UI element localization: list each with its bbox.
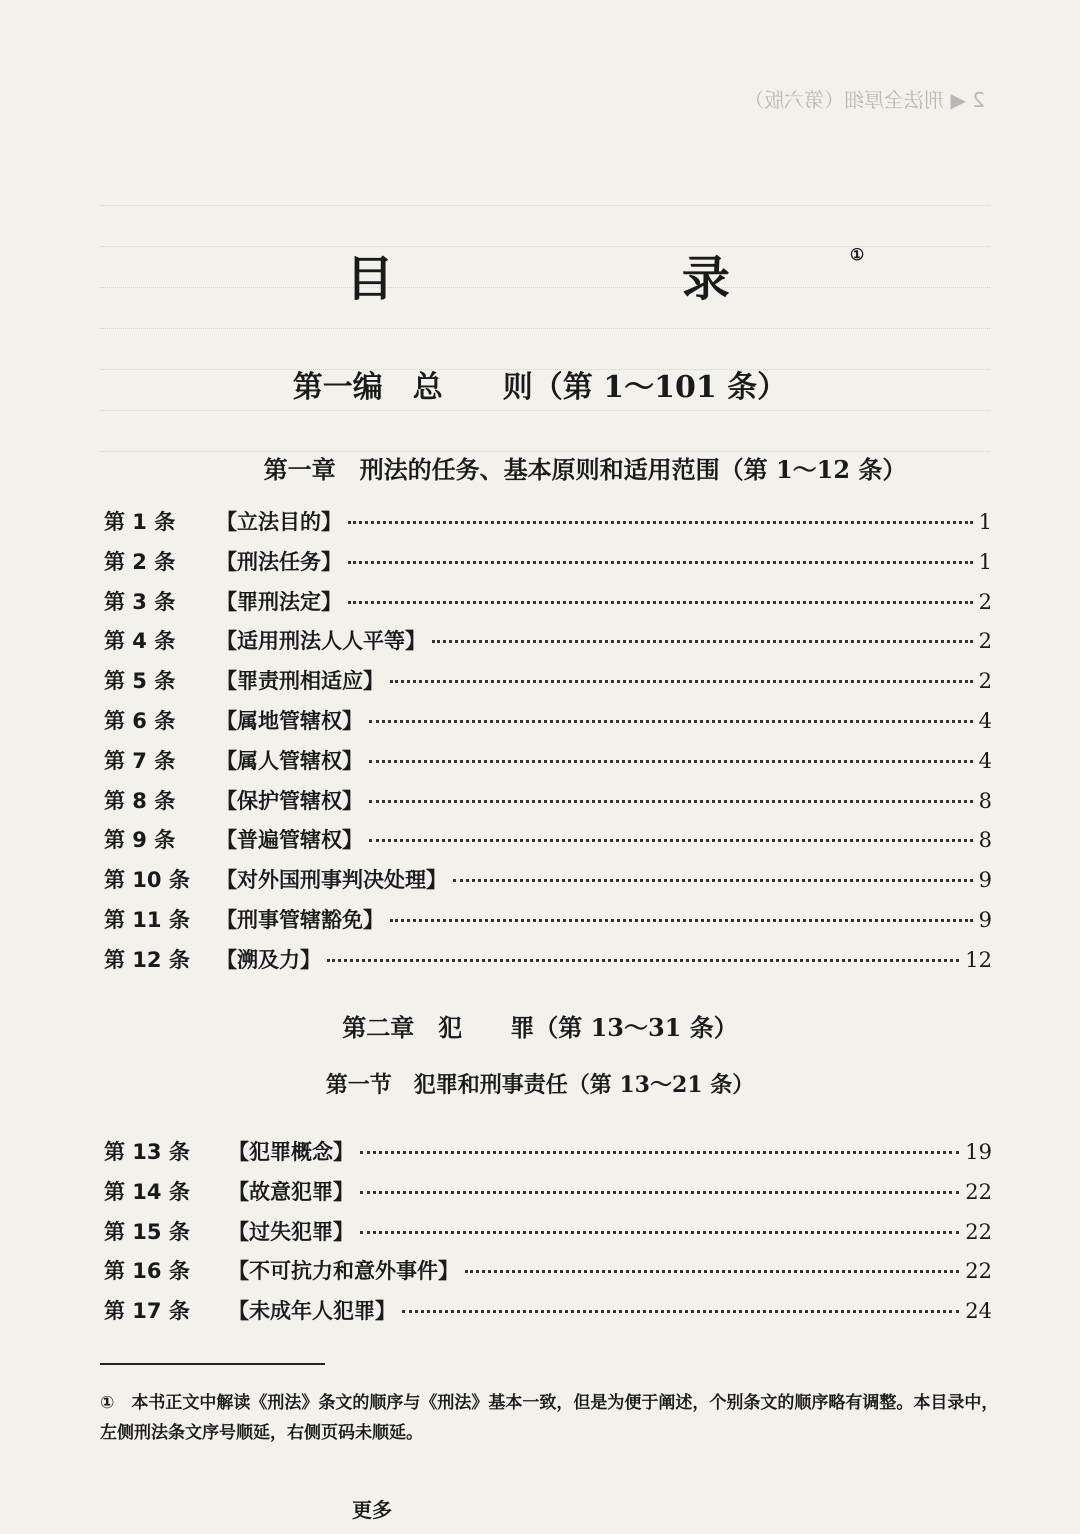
toc-entry-leader-dots xyxy=(360,1151,959,1154)
toc-entry-article: 第 1 条 xyxy=(104,510,176,534)
toc-entry-title: 【适用刑法人人平等】 xyxy=(216,629,426,654)
toc-entry-title: 【刑法任务】 xyxy=(216,549,342,574)
toc-entry-title: 【过失犯罪】 xyxy=(228,1219,354,1244)
footnote: ① 本书正文中解读《刑法》条文的顺序与《刑法》基本一致，但是为便于阐述，个别条文的顺序略有调整。本目录中，左侧刑法条文序号顺延，右侧页码未顺延。 xyxy=(100,1393,999,1443)
toc-entry[interactable] xyxy=(104,705,992,745)
footnote-rule xyxy=(100,1363,325,1365)
toc-entry-article: 第 9 条 xyxy=(104,828,176,853)
chapter1-heading: 第一章 刑法的任务、基本原则和适用范围（第 1～12 条） xyxy=(263,455,907,484)
bleed-through-header: 2 ◀ 刑法全厚细（第六版） xyxy=(744,88,985,112)
toc-entry-article: 第 8 条 xyxy=(104,788,176,813)
toc-entry-article: 第 13 条 xyxy=(104,1140,190,1164)
toc-entry-leader-dots xyxy=(360,1191,959,1194)
toc-entry-page: 19 xyxy=(965,1140,992,1164)
page-title xyxy=(0,240,1080,309)
toc-entry-title: 【罪刑法定】 xyxy=(216,589,342,614)
toc-entry-title: 【刑事管辖豁免】 xyxy=(216,907,384,932)
toc-entry-page: 2 xyxy=(978,669,992,694)
toc-entry-article: 第 6 条 xyxy=(104,708,176,733)
toc-entry-title: 【立法目的】 xyxy=(216,510,342,534)
toc-entry-article: 第 15 条 xyxy=(104,1219,190,1244)
toc-entry-leader-dots xyxy=(432,640,973,643)
toc-entry-title: 【保护管辖权】 xyxy=(216,788,363,813)
toc-entry[interactable] xyxy=(104,1136,992,1176)
toc-entry-page: 8 xyxy=(978,788,992,813)
toc-entry-article: 第 11 条 xyxy=(104,907,190,932)
toc-entry-title: 【罪责刑相适应】 xyxy=(216,669,384,694)
toc-entry-leader-dots xyxy=(390,680,973,683)
toc-entry[interactable] xyxy=(104,1255,992,1295)
section1-toc-list xyxy=(104,1136,992,1335)
toc-entry-page: 9 xyxy=(978,868,992,893)
toc-entry[interactable] xyxy=(104,824,992,864)
toc-entry-leader-dots xyxy=(369,839,973,842)
toc-entry-leader-dots xyxy=(369,800,973,803)
toc-entry-title: 【对外国刑事判决处理】 xyxy=(216,868,447,893)
toc-entry[interactable] xyxy=(104,506,992,546)
toc-entry-leader-dots xyxy=(390,919,973,922)
toc-entry-leader-dots xyxy=(348,521,973,524)
part-heading: 第一编 总 则（第 1～101 条） xyxy=(292,370,788,405)
toc-entry-page: 22 xyxy=(965,1219,992,1244)
toc-entry-page: 2 xyxy=(978,589,992,614)
toc-entry-leader-dots xyxy=(369,760,973,763)
toc-entry-article: 第 5 条 xyxy=(104,669,176,694)
toc-entry-leader-dots xyxy=(348,561,973,564)
toc-entry-page: 4 xyxy=(978,748,992,773)
toc-entry[interactable] xyxy=(104,745,992,785)
chapter1-toc-list xyxy=(104,506,992,984)
toc-entry-title: 【犯罪概念】 xyxy=(228,1140,354,1164)
toc-entry-leader-dots xyxy=(465,1270,959,1273)
toc-entry-leader-dots xyxy=(369,720,973,723)
toc-entry-article: 第 10 条 xyxy=(104,868,190,893)
toc-entry-page: 4 xyxy=(978,708,992,733)
title-footnote-marker: ① xyxy=(849,245,865,264)
toc-entry[interactable] xyxy=(104,785,992,825)
toc-entry-article: 第 12 条 xyxy=(104,947,190,972)
toc-entry-page: 22 xyxy=(965,1259,992,1284)
toc-entry-leader-dots xyxy=(453,879,973,882)
toc-entry[interactable] xyxy=(104,546,992,586)
toc-entry-article: 第 14 条 xyxy=(104,1179,190,1204)
toc-entry[interactable] xyxy=(104,1176,992,1216)
toc-entry[interactable] xyxy=(104,904,992,944)
toc-entry-article: 第 7 条 xyxy=(104,748,176,773)
toc-entry[interactable] xyxy=(104,1216,992,1256)
toc-entry-article: 第 2 条 xyxy=(104,549,176,574)
toc-entry-title: 【不可抗力和意外事件】 xyxy=(228,1259,459,1284)
toc-entry-leader-dots xyxy=(360,1231,959,1234)
toc-entry-title: 【未成年人犯罪】 xyxy=(228,1299,396,1324)
toc-entry-title: 【普遍管辖权】 xyxy=(216,828,363,853)
toc-entry-page: 2 xyxy=(978,629,992,654)
toc-entry-article: 第 16 条 xyxy=(104,1259,190,1284)
toc-entry-leader-dots xyxy=(348,601,973,604)
toc-entry[interactable] xyxy=(104,665,992,705)
toc-entry-title: 【属人管辖权】 xyxy=(216,748,363,773)
toc-entry-leader-dots xyxy=(327,959,959,962)
toc-entry-leader-dots xyxy=(402,1310,959,1313)
chapter2-heading: 第二章 犯 罪（第 13～31 条） xyxy=(342,1013,738,1042)
toc-entry-title: 【溯及力】 xyxy=(216,947,321,972)
toc-entry-article: 第 3 条 xyxy=(104,589,176,614)
toc-entry-article: 第 4 条 xyxy=(104,629,176,654)
toc-entry-page: 24 xyxy=(965,1299,992,1324)
toc-entry[interactable] xyxy=(104,586,992,626)
toc-entry-page: 1 xyxy=(978,510,992,534)
toc-entry-page: 9 xyxy=(978,907,992,932)
toc-entry-page: 12 xyxy=(965,947,992,972)
toc-entry-page: 1 xyxy=(978,549,992,574)
toc-entry[interactable] xyxy=(104,1295,992,1335)
section1-heading: 第一节 犯罪和刑事责任（第 13～21 条） xyxy=(325,1072,755,1098)
toc-entry-title: 【属地管辖权】 xyxy=(216,708,363,733)
toc-entry[interactable] xyxy=(104,864,992,904)
toc-entry[interactable] xyxy=(104,625,992,665)
toc-entry-title: 【故意犯罪】 xyxy=(228,1179,354,1204)
toc-entry-page: 8 xyxy=(978,828,992,853)
toc-entry-page: 22 xyxy=(965,1179,992,1204)
page-title-text: 目 录 xyxy=(345,251,850,307)
toc-entry[interactable] xyxy=(104,944,992,984)
toc-entry-article: 第 17 条 xyxy=(104,1299,190,1324)
more-link[interactable]: 更多 xyxy=(352,1498,392,1522)
